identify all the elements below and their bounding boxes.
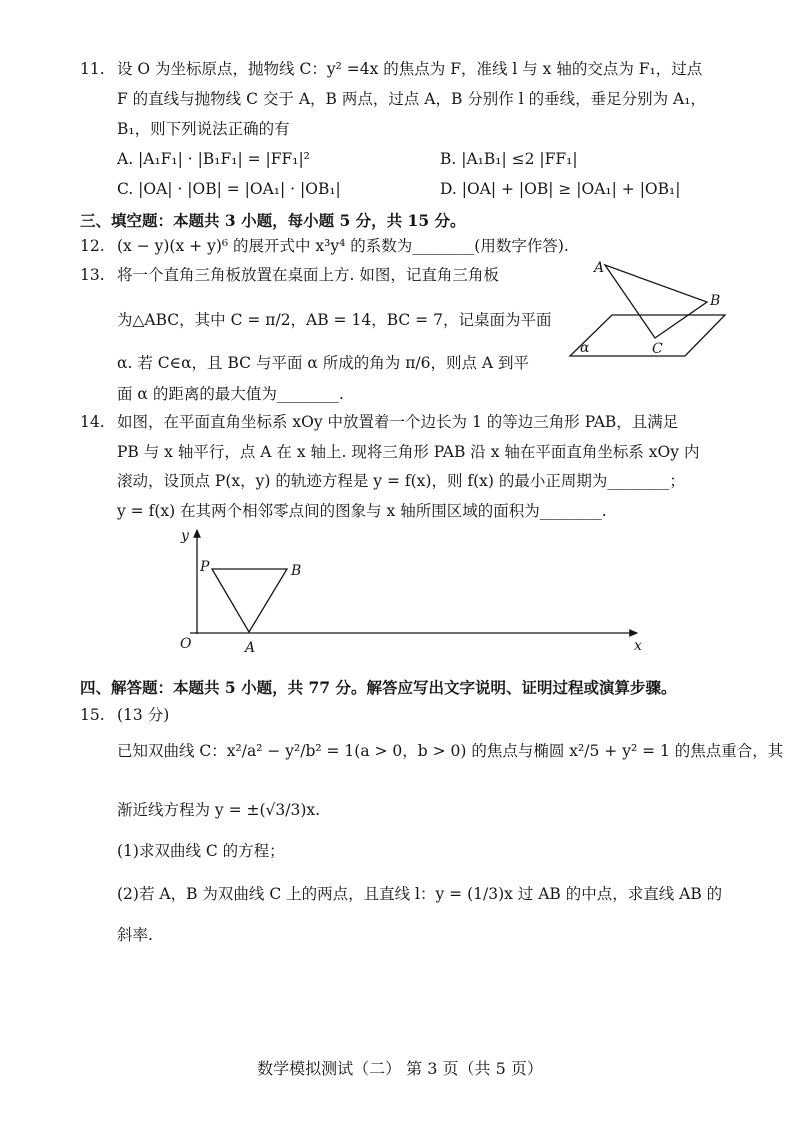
q11-line-1: 设 O 为坐标原点，抛物线 C：y² =4x 的焦点为 F，准线 l 与 x 轴的交点为 F₁，过点 (117, 60, 703, 78)
q11-option-a: A. |A₁F₁| · |B₁F₁| = |FF₁|² (117, 150, 310, 168)
q11-number: 11. (80, 60, 105, 78)
q15-line-1: 已知双曲线 C：x²/a² − y²/b² = 1(a > 0，b > 0) 的焦点与椭圆 x²/5 + y² = 1 的焦点重合，其 (117, 742, 784, 760)
q13-line-2: 为△ABC，其中 C = π/2，AB = 14，BC = 7，记桌面为平面 (117, 311, 552, 329)
q13-label-c: C (652, 341, 663, 357)
q11-line-2: F 的直线与抛物线 C 交于 A，B 两点，过点 A，B 分别作 l 的垂线，垂足分别为 A₁， (117, 90, 706, 108)
q13-number: 13. (80, 266, 105, 284)
q14-number: 14. (80, 413, 105, 431)
q14-label-o: O (180, 636, 192, 652)
q15-line-5: 斜率. (117, 926, 153, 944)
q11-option-c: C. |OA| · |OB| = |OA₁| · |OB₁| (117, 180, 341, 198)
q14-line-2: PB 与 x 轴平行，点 A 在 x 轴上. 现将三角形 PAB 沿 x 轴在平面直角坐标系 xOy 内 (117, 443, 700, 461)
q14-label-a: A (245, 640, 256, 656)
q13-label-alpha: α (580, 340, 590, 356)
q14-line-1: 如图，在平面直角坐标系 xOy 中放置着一个边长为 1 的等边三角形 PAB，且满足 (117, 413, 679, 431)
q15-number: 15. (80, 706, 105, 724)
q15-line-3: (1)求双曲线 C 的方程； (117, 842, 285, 860)
q14-line-4: y = f(x) 在其两个相邻零点间的图象与 x 轴所围区域的面积为________. (117, 502, 607, 520)
q14-label-p: P (200, 559, 210, 575)
q14-triangle-pab (212, 569, 287, 632)
q13-line-3: α. 若 C∈α，且 BC 与平面 α 所成的角为 π/6，则点 A 到平 (117, 354, 530, 372)
q11-option-b: B. |A₁B₁| ≤2 |FF₁| (440, 150, 578, 168)
q14-label-x: x (634, 638, 642, 654)
q11-line-3: B₁，则下列说法正确的有 (117, 120, 290, 138)
q14-label-b: B (291, 563, 302, 579)
q12-text: (x − y)(x + y)⁶ 的展开式中 x³y⁴ 的系数为________(用数字作答). (117, 237, 569, 255)
q14-label-y: y (181, 528, 189, 544)
q13-label-a: A (594, 260, 605, 276)
q15-line-4: (2)若 A，B 为双曲线 C 上的两点，且直线 l：y = (1/3)x 过 AB 的中点，求直线 AB 的 (117, 885, 723, 903)
section4-heading: 四、解答题：本题共 5 小题，共 77 分。解答应写出文字说明、证明过程或演算步骤。 (80, 678, 677, 697)
q13-line-1: 将一个直角三角板放置在桌面上方. 如图，记直角三角板 (117, 266, 499, 284)
q14-line-3: 滚动，设顶点 P(x，y) 的轨迹方程是 y = f(x)，则 f(x) 的最小正周期为________； (117, 472, 685, 490)
q15-line-2: 渐近线方程为 y = ±(√3/3)x. (117, 801, 321, 819)
section3-heading: 三、填空题：本题共 3 小题，每小题 5 分，共 15 分。 (80, 211, 466, 230)
q12-number: 12. (80, 237, 105, 255)
q11-option-d: D. |OA| + |OB| ≥ |OA₁| + |OB₁| (440, 180, 681, 198)
q13-label-b: B (710, 293, 721, 309)
page-footer: 数学模拟测试（二） 第 3 页（共 5 页） (257, 1059, 543, 1078)
q15-score: (13 分) (117, 706, 170, 724)
q13-line-4: 面 α 的距离的最大值为________. (117, 385, 344, 403)
